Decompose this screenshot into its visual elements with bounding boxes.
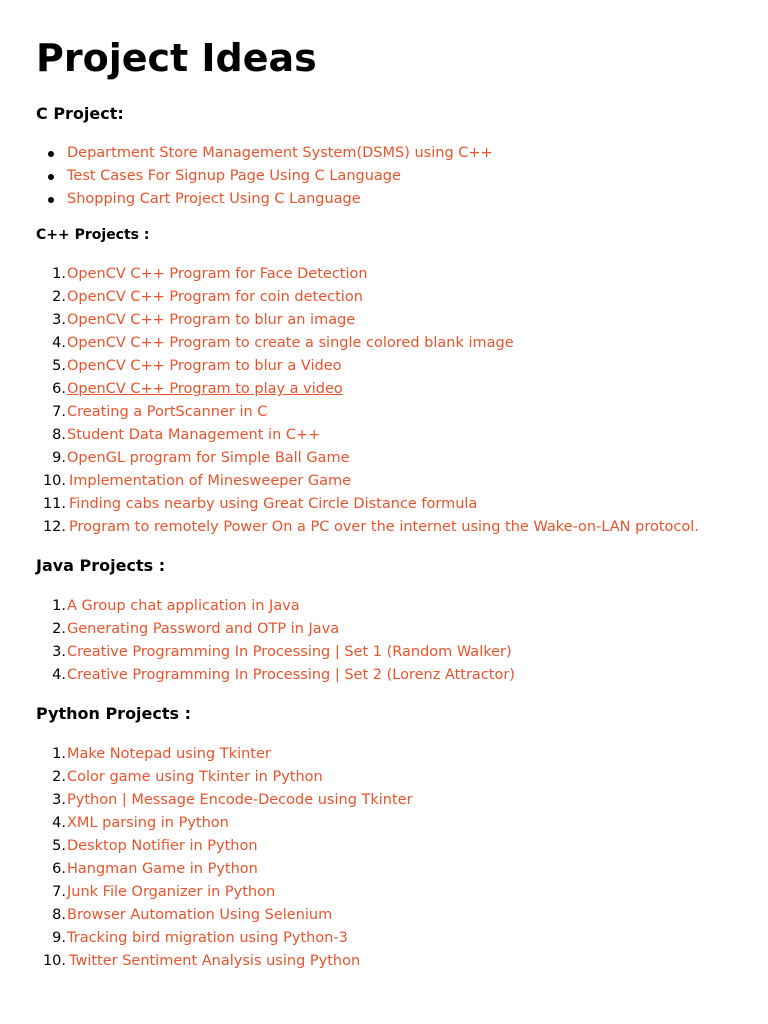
list-number: 4. [52, 667, 66, 683]
c-project-heading: C Project: [36, 104, 124, 123]
cpp-projects-heading: C++ Projects : [36, 227, 150, 243]
list-number: 1. [52, 266, 66, 282]
page-title: Project Ideas [36, 36, 317, 80]
project-link[interactable]: Browser Automation Using Selenium [67, 907, 333, 923]
list-number: 3. [52, 644, 66, 660]
list-number: 6. [52, 861, 66, 877]
project-link[interactable]: Test Cases For Signup Page Using C Language [67, 168, 401, 184]
project-link[interactable]: Generating Password and OTP in Java [67, 621, 340, 637]
java-projects-heading: Java Projects : [36, 556, 166, 575]
project-link[interactable]: Program to remotely Power On a PC over the internet using the Wake-on-LAN protocol. [69, 519, 699, 535]
python-projects-heading: Python Projects : [36, 704, 192, 723]
bullet-icon [48, 197, 54, 203]
project-link[interactable]: Finding cabs nearby using Great Circle Distance formula [69, 496, 478, 512]
list-number: 7. [52, 404, 66, 420]
project-link[interactable]: Color game using Tkinter in Python [67, 769, 323, 785]
project-link[interactable]: Twitter Sentiment Analysis using Python [69, 953, 361, 969]
list-number: 7. [52, 884, 66, 900]
project-link[interactable]: Hangman Game in Python [67, 861, 258, 877]
list-number: 6. [52, 381, 66, 397]
list-number: 10. [42, 473, 66, 489]
project-link[interactable]: Department Store Management System(DSMS) using C++ [67, 145, 493, 161]
project-link[interactable]: OpenCV C++ Program to blur a Video [67, 358, 342, 374]
list-number: 2. [52, 769, 66, 785]
project-link[interactable]: OpenCV C++ Program to play a video [67, 381, 343, 397]
list-number: 1. [52, 746, 66, 762]
project-link[interactable]: Junk File Organizer in Python [67, 884, 276, 900]
list-number: 11. [42, 496, 66, 512]
project-link[interactable]: Shopping Cart Project Using C Language [67, 191, 361, 207]
project-link[interactable]: Student Data Management in C++ [67, 427, 321, 443]
list-number: 4. [52, 815, 66, 831]
bullet-icon [48, 151, 54, 157]
project-link[interactable]: OpenGL program for Simple Ball Game [67, 450, 350, 466]
list-number: 8. [52, 427, 66, 443]
list-number: 1. [52, 598, 66, 614]
project-link[interactable]: OpenCV C++ Program for Face Detection [67, 266, 368, 282]
project-link[interactable]: Creative Programming In Processing | Set 2 (Lorenz Attractor) [67, 667, 515, 683]
list-number: 12. [42, 519, 66, 535]
list-number: 5. [52, 838, 66, 854]
project-link[interactable]: Implementation of Minesweeper Game [69, 473, 352, 489]
project-link[interactable]: OpenCV C++ Program to blur an image [67, 312, 356, 328]
bullet-icon [48, 174, 54, 180]
project-link[interactable]: A Group chat application in Java [67, 598, 300, 614]
list-number: 5. [52, 358, 66, 374]
list-number: 3. [52, 312, 66, 328]
list-number: 2. [52, 289, 66, 305]
project-link[interactable]: Creating a PortScanner in C [67, 404, 268, 420]
project-link[interactable]: XML parsing in Python [67, 815, 229, 831]
project-link[interactable]: OpenCV C++ Program to create a single colored blank image [67, 335, 514, 351]
list-number: 4. [52, 335, 66, 351]
project-link[interactable]: Desktop Notifier in Python [67, 838, 258, 854]
project-link[interactable]: Creative Programming In Processing | Set 1 (Random Walker) [67, 644, 512, 660]
project-link[interactable]: OpenCV C++ Program for coin detection [67, 289, 363, 305]
list-number: 3. [52, 792, 66, 808]
list-number: 9. [52, 930, 66, 946]
list-number: 2. [52, 621, 66, 637]
list-number: 9. [52, 450, 66, 466]
list-number: 8. [52, 907, 66, 923]
project-link[interactable]: Make Notepad using Tkinter [67, 746, 271, 762]
list-number: 10. [42, 953, 66, 969]
project-link[interactable]: Python | Message Encode-Decode using Tkinter [67, 792, 413, 808]
project-link[interactable]: Tracking bird migration using Python-3 [67, 930, 348, 946]
